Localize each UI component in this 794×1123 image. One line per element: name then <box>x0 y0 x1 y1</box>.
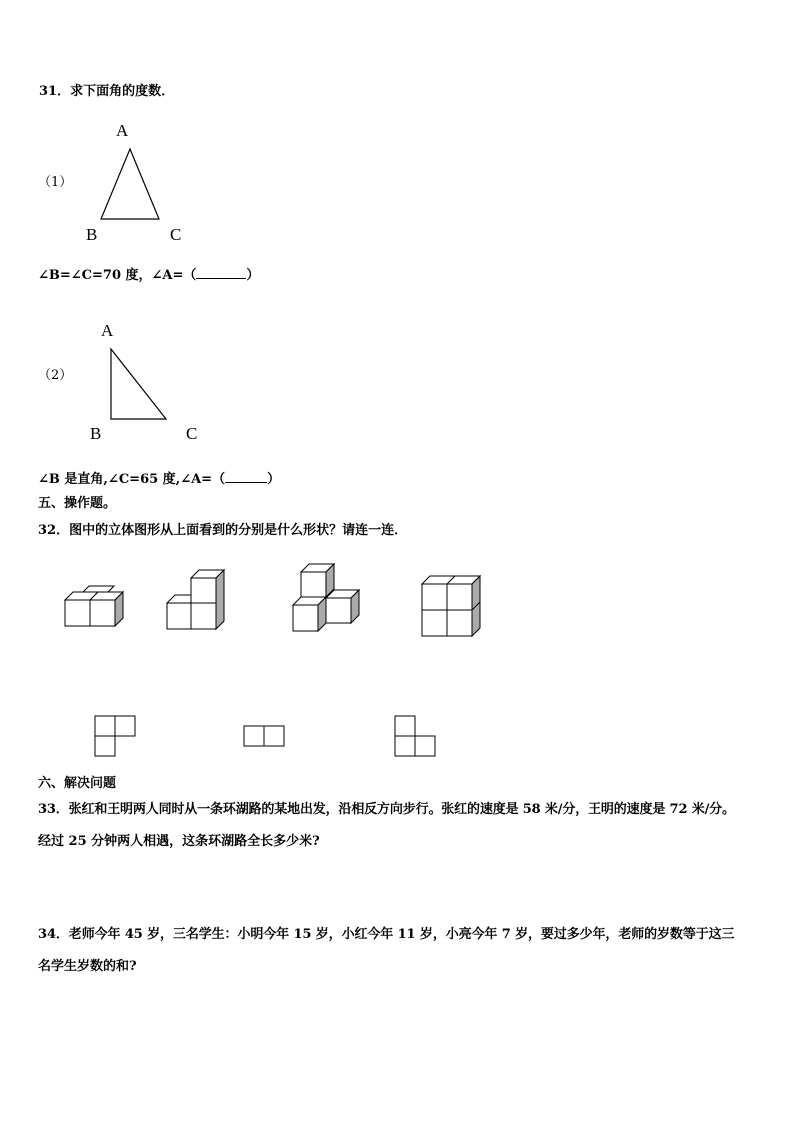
solid-1 <box>65 586 123 626</box>
q31-part2-question <box>38 470 280 488</box>
solid-3 <box>293 564 359 631</box>
vertex-a-label: A <box>116 121 129 140</box>
q31-part1-condition: ∠B=∠C=70 度，∠A=（ <box>38 268 197 283</box>
q31-part2-marker: （2） <box>38 368 73 383</box>
q32-title: 32．图中的立体图形从上面看到的分别是什么形状？请连一连． <box>38 523 408 538</box>
q31-part1-question <box>38 266 259 284</box>
q34-line-1: 34．老师今年 45 岁，三名学生：小明今年 15 岁，小红今年 11 岁，小亮今年 7 岁，要过多少年，老师的岁数等于这三 <box>38 927 735 942</box>
vertex-a-label: A <box>101 321 114 340</box>
q33-line-2: 经过 25 分钟两人相遇，这条环湖路全长多少米? <box>38 834 320 849</box>
q31-title: 31．求下面角的度数． <box>39 84 175 99</box>
section-6-heading: 六、解决问题 <box>38 776 117 791</box>
solid-4 <box>422 576 480 636</box>
section-5-heading: 五、操作题。 <box>38 496 117 511</box>
top-view-2 <box>244 726 284 746</box>
q31-part2-close: ） <box>267 472 281 487</box>
top-view-1 <box>95 716 135 756</box>
vertex-c-label: C <box>186 424 198 443</box>
q34-line-2: 名学生岁数的和? <box>38 959 137 974</box>
q31-part2-condition: ∠B 是直角,∠C=65 度,∠A=（ <box>38 472 226 487</box>
vertex-b-label: B <box>90 424 102 443</box>
vertex-b-label: B <box>86 225 98 244</box>
q33-line-1: 33．张红和王明两人同时从一条环湖路的某地出发，沿相反方向步行。张红的速度是 58 米/分，王明的速度是 72 米/分。 <box>38 802 735 817</box>
q31-part1-close: ） <box>246 268 260 283</box>
answer-blank-2[interactable] <box>225 470 267 483</box>
answer-blank-1[interactable] <box>196 266 246 279</box>
q31-part1-marker: （1） <box>38 175 73 190</box>
vertex-c-label: C <box>170 225 182 244</box>
solid-2 <box>167 570 224 629</box>
top-view-3 <box>395 716 435 756</box>
